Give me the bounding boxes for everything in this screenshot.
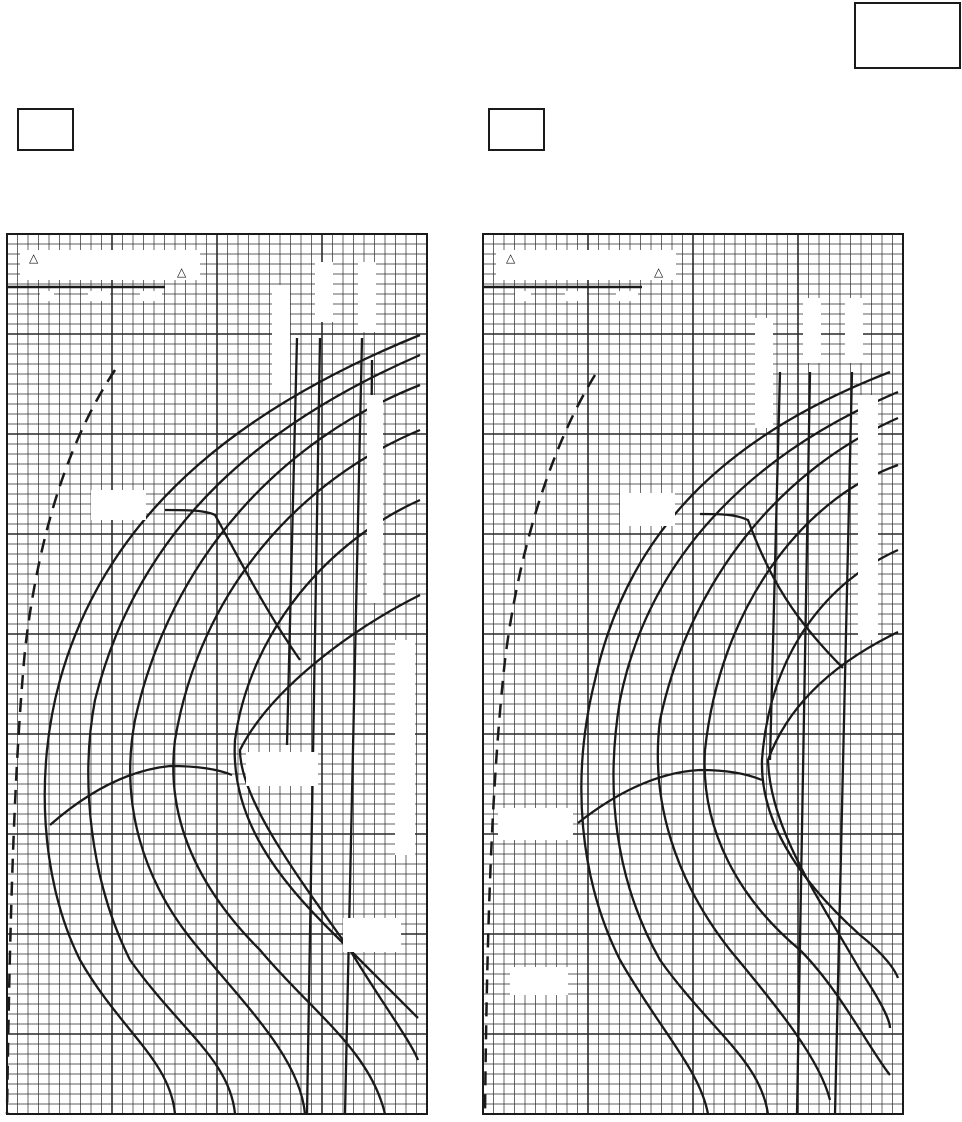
left-dashed-boundary bbox=[7, 370, 115, 1114]
left-label-mask-2 bbox=[246, 752, 318, 786]
left-chart-grid bbox=[7, 234, 427, 1114]
right-label-mask-4 bbox=[755, 318, 773, 428]
right-label-mask-7 bbox=[858, 395, 878, 640]
left-legend-gap-1 bbox=[40, 291, 54, 301]
left-legend-gap-2 bbox=[88, 291, 110, 301]
left-peak-locus-lower bbox=[50, 766, 232, 825]
left-label-mask-4 bbox=[272, 285, 290, 393]
right-label-mask-3 bbox=[510, 967, 568, 995]
left-legend-symbol-1: △ bbox=[29, 251, 39, 265]
right-dashed-boundary bbox=[485, 375, 595, 1114]
right-legend-symbol-2: △ bbox=[654, 265, 664, 279]
right-legend-gap-2 bbox=[565, 291, 587, 301]
right-label-mask-6 bbox=[845, 298, 863, 363]
left-label-mask-5 bbox=[315, 262, 333, 322]
left-label-mask-1 bbox=[91, 490, 146, 520]
left-contour-6 bbox=[240, 595, 420, 1060]
left-legend-gap-3 bbox=[140, 291, 162, 301]
left-vertical-line-2 bbox=[307, 338, 320, 1114]
right-chart-panel bbox=[483, 234, 903, 1114]
right-legend-symbol-1: △ bbox=[506, 251, 516, 265]
left-label-mask-7 bbox=[367, 395, 383, 603]
left-chart-panel bbox=[7, 234, 427, 1114]
right-label-mask-1 bbox=[620, 493, 675, 526]
right-legend-gap-3 bbox=[616, 291, 638, 301]
right-peak-locus-lower bbox=[578, 770, 762, 823]
right-label-mask-2 bbox=[498, 808, 573, 840]
right-vertical-line-2 bbox=[797, 372, 810, 1114]
left-label-mask-8 bbox=[395, 640, 415, 855]
left-legend-box bbox=[20, 250, 200, 280]
left-label-mask-3 bbox=[343, 918, 401, 952]
right-label-mask-5 bbox=[803, 298, 821, 363]
right-legend-gap-1 bbox=[515, 291, 531, 301]
right-peak-locus-upper bbox=[700, 514, 843, 668]
left-legend-symbol-2: △ bbox=[177, 265, 187, 279]
right-legend-box bbox=[496, 250, 676, 280]
left-label-mask-6 bbox=[358, 262, 376, 332]
